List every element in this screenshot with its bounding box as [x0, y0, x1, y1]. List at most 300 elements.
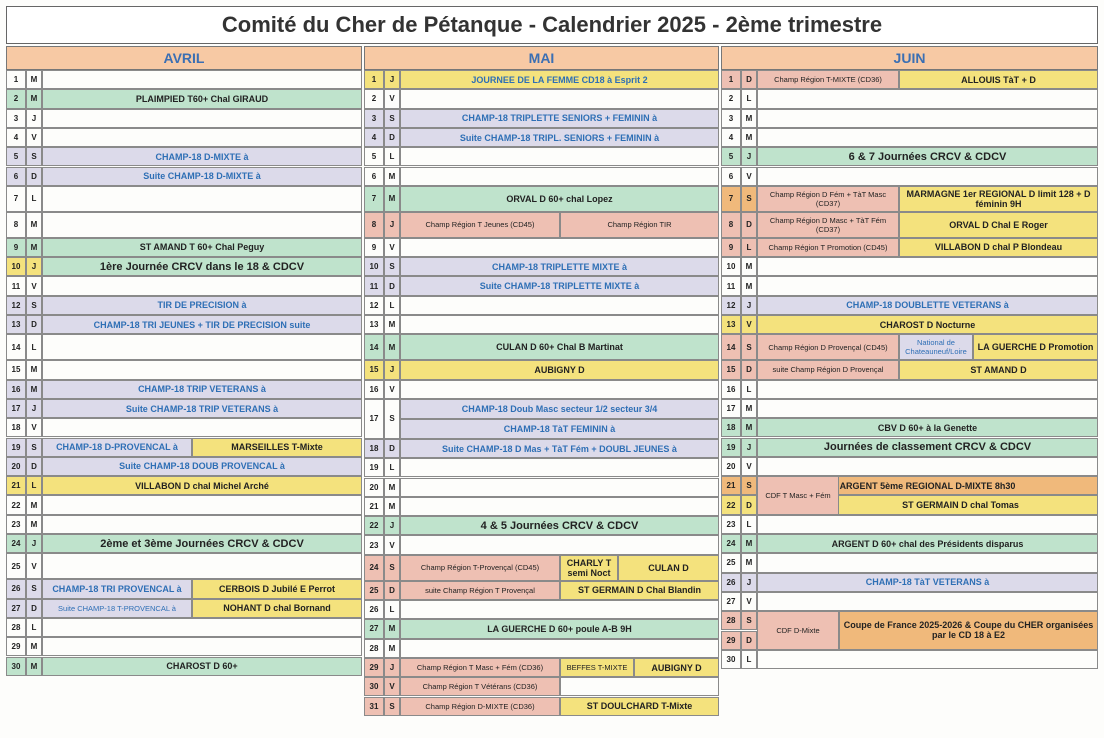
- day-of-week: M: [26, 89, 42, 108]
- event-cell: [42, 618, 362, 637]
- day-number: 23: [364, 535, 384, 554]
- day-of-week: V: [384, 238, 400, 257]
- day-number: 26: [364, 600, 384, 619]
- day-row: [721, 592, 1098, 611]
- day-number: 17: [721, 399, 741, 418]
- day-row: [6, 418, 362, 437]
- day-row: [364, 360, 719, 379]
- event-cell: Champ Région D Provençal (CD45): [757, 334, 899, 360]
- day-row: [721, 573, 1098, 592]
- event-cell: [757, 167, 1098, 186]
- event-cell: National de Chateauneuf/Loire: [899, 334, 973, 360]
- event-cell: CHAMP-18 TRIPLETTE SENIORS + FEMININ à: [400, 109, 719, 128]
- event-cell: [400, 600, 719, 619]
- day-number: 10: [364, 257, 384, 276]
- day-number: 27: [6, 599, 26, 618]
- event-cell: Journées de classement CRCV & CDCV: [757, 438, 1098, 457]
- day-number: 7: [721, 186, 741, 212]
- day-number: 19: [6, 438, 26, 457]
- day-row: [721, 360, 1098, 379]
- day-row: [364, 619, 719, 638]
- day-number: 11: [6, 276, 26, 295]
- event-cell: Suite CHAMP-18 T-PROVENCAL à: [42, 599, 192, 618]
- event-cell: ST AMAND T 60+ Chal Peguy: [42, 238, 362, 257]
- day-row: [6, 70, 362, 89]
- day-of-week: L: [26, 618, 42, 637]
- day-row: [721, 186, 1098, 212]
- day-of-week: M: [384, 619, 400, 638]
- day-of-week: V: [741, 167, 757, 186]
- day-number: 27: [721, 592, 741, 611]
- day-number: 16: [721, 380, 741, 399]
- day-of-week: L: [384, 458, 400, 477]
- day-row: [721, 315, 1098, 334]
- event-cell: [757, 257, 1098, 276]
- day-of-week: M: [384, 167, 400, 186]
- day-row: [364, 439, 719, 458]
- event-cell: [757, 592, 1098, 611]
- day-row: [6, 457, 362, 476]
- event-cell: CHAMP-18 D-MIXTE à: [42, 147, 362, 166]
- day-row: [364, 212, 719, 238]
- day-row: [364, 89, 719, 108]
- day-row: [6, 553, 362, 579]
- day-of-week: J: [384, 70, 400, 89]
- day-of-week: V: [384, 677, 400, 696]
- day-row: [6, 167, 362, 186]
- event-cell: CERBOIS D Jubilé E Perrot: [192, 579, 362, 598]
- event-cell: [560, 677, 719, 696]
- day-row: [6, 109, 362, 128]
- day-number: 3: [721, 109, 741, 128]
- day-of-week: L: [26, 334, 42, 360]
- day-of-week: S: [384, 697, 400, 716]
- day-row: [364, 70, 719, 89]
- day-of-week: M: [384, 497, 400, 516]
- day-row: [6, 334, 362, 360]
- day-number: 1: [6, 70, 26, 89]
- day-number: 21: [6, 476, 26, 495]
- day-row: [364, 257, 719, 276]
- event-cell: LA GUERCHE D Promotion: [973, 334, 1098, 360]
- day-of-week: D: [26, 457, 42, 476]
- event-cell: CHAROST D 60+: [42, 657, 362, 676]
- day-number: 8: [364, 212, 384, 238]
- day-number: 30: [6, 657, 26, 676]
- merged-event-cell: CDF D-Mixte: [757, 611, 839, 650]
- day-row: [6, 296, 362, 315]
- day-number: 17: [6, 399, 26, 418]
- event-cell: [757, 457, 1098, 476]
- day-number: 25: [721, 553, 741, 572]
- day-of-week: D: [26, 167, 42, 186]
- day-of-week: V: [741, 457, 757, 476]
- day-number: 28: [721, 611, 741, 630]
- day-of-week: S: [741, 186, 757, 212]
- day-number: 24: [6, 534, 26, 553]
- day-number: 9: [364, 238, 384, 257]
- day-number: 11: [721, 276, 741, 295]
- event-cell: [42, 334, 362, 360]
- day-number: 14: [721, 334, 741, 360]
- day-row: [364, 658, 719, 677]
- day-row: [6, 315, 362, 334]
- day-row: [364, 516, 719, 535]
- day-number: 23: [6, 515, 26, 534]
- day-row: [364, 380, 719, 399]
- day-row: [721, 534, 1098, 553]
- day-row: [721, 212, 1098, 238]
- day-number: 19: [721, 438, 741, 457]
- page-title: Comité du Cher de Pétanque - Calendrier 2025 - 2ème trimestre: [6, 6, 1098, 44]
- day-row: [364, 334, 719, 360]
- event-cell: [42, 128, 362, 147]
- day-of-week: M: [26, 380, 42, 399]
- event-cell: [42, 276, 362, 295]
- day-number: 30: [364, 677, 384, 696]
- event-cell: ST GERMAIN D chal Tomas: [823, 495, 1098, 514]
- day-number: 7: [6, 186, 26, 212]
- event-cell: ST DOULCHARD T-Mixte: [560, 697, 719, 716]
- day-number: 16: [364, 380, 384, 399]
- day-row: [364, 478, 719, 497]
- day-row: [364, 276, 719, 295]
- day-number: 12: [721, 296, 741, 315]
- day-of-week: M: [384, 639, 400, 658]
- day-of-week: S: [384, 257, 400, 276]
- event-cell: 6 & 7 Journées CRCV & CDCV: [757, 147, 1098, 166]
- day-number: 18: [6, 418, 26, 437]
- day-of-week: M: [26, 495, 42, 514]
- day-number: 2: [721, 89, 741, 108]
- event-cell: [42, 637, 362, 656]
- day-row: [364, 238, 719, 257]
- event-cell: ORVAL D 60+ chal Lopez: [400, 186, 719, 212]
- event-cell: ST AMAND D: [899, 360, 1098, 379]
- day-number: 23: [721, 515, 741, 534]
- event-cell: ST GERMAIN D Chal Blandin: [560, 581, 719, 600]
- day-row: [364, 677, 719, 696]
- day-of-week: M: [741, 553, 757, 572]
- day-of-week: J: [741, 438, 757, 457]
- day-number: 28: [364, 639, 384, 658]
- day-row: [6, 618, 362, 637]
- day-of-week: M: [26, 637, 42, 656]
- day-row: [364, 697, 719, 716]
- day-number: 13: [721, 315, 741, 334]
- day-of-week: S: [741, 476, 757, 495]
- day-of-week: M: [384, 334, 400, 360]
- event-cell: TIR DE PRECISION à: [42, 296, 362, 315]
- day-row: [364, 167, 719, 186]
- day-number: 5: [6, 147, 26, 166]
- day-row: [364, 555, 719, 581]
- day-number: 20: [6, 457, 26, 476]
- day-number: 2: [364, 89, 384, 108]
- day-of-week: L: [741, 380, 757, 399]
- day-of-week: S: [384, 109, 400, 128]
- day-number: 29: [721, 631, 741, 650]
- day-of-week: V: [741, 592, 757, 611]
- day-number: 11: [364, 276, 384, 295]
- day-of-week: J: [741, 573, 757, 592]
- day-number: 4: [364, 128, 384, 147]
- day-row: [364, 315, 719, 334]
- day-number: 24: [364, 555, 384, 581]
- day-number: 24: [721, 534, 741, 553]
- day-of-week: V: [384, 380, 400, 399]
- event-cell: Champ Région T Promotion (CD45): [757, 238, 899, 257]
- day-of-week: J: [26, 534, 42, 553]
- event-cell: suite Champ Région D Provençal: [757, 360, 899, 379]
- day-row: [6, 637, 362, 656]
- event-cell: Suite CHAMP-18 D Mas + TàT Fém + DOUBL JEUNES à: [400, 439, 719, 458]
- day-number: 29: [6, 637, 26, 656]
- day-row: [721, 650, 1098, 669]
- day-number: 8: [6, 212, 26, 238]
- event-cell: [42, 212, 362, 238]
- day-number: 6: [6, 167, 26, 186]
- day-of-week: M: [741, 276, 757, 295]
- day-number: 13: [6, 315, 26, 334]
- day-row: [721, 276, 1098, 295]
- day-number: 5: [721, 147, 741, 166]
- day-of-week: V: [384, 535, 400, 554]
- event-cell: [400, 238, 719, 257]
- day-row: [721, 334, 1098, 360]
- day-of-week: J: [26, 399, 42, 418]
- day-row: [364, 535, 719, 554]
- day-row: [6, 657, 362, 676]
- day-of-week: D: [384, 128, 400, 147]
- event-cell: [42, 360, 362, 379]
- event-cell: [757, 276, 1098, 295]
- event-cell: CHAMP-18 Doub Masc secteur 1/2 secteur 3/4: [400, 399, 719, 419]
- event-cell: [42, 495, 362, 514]
- day-number: 8: [721, 212, 741, 238]
- day-number: 22: [364, 516, 384, 535]
- event-cell: [42, 418, 362, 437]
- day-number: 3: [364, 109, 384, 128]
- day-of-week: S: [384, 555, 400, 581]
- event-cell: CULAN D: [618, 555, 719, 581]
- day-row: [6, 579, 362, 598]
- day-row: [6, 438, 362, 457]
- day-of-week: M: [26, 657, 42, 676]
- day-of-week: D: [26, 315, 42, 334]
- day-row: [364, 600, 719, 619]
- day-row: [364, 186, 719, 212]
- day-number: 10: [6, 257, 26, 276]
- day-row: [6, 257, 362, 276]
- event-cell: VILLABON D chal P Blondeau: [899, 238, 1098, 257]
- day-number: 16: [6, 380, 26, 399]
- day-of-week: L: [384, 296, 400, 315]
- event-cell: Suite CHAMP-18 TRIP VETERANS à: [42, 399, 362, 418]
- event-cell: [42, 70, 362, 89]
- day-of-week: J: [741, 147, 757, 166]
- day-of-week: L: [26, 186, 42, 212]
- event-cell: CHAMP-18 TRI PROVENCAL à: [42, 579, 192, 598]
- event-cell: AUBIGNY D: [634, 658, 719, 677]
- month-header: AVRIL: [6, 46, 362, 70]
- day-row: [364, 109, 719, 128]
- event-cell: [757, 89, 1098, 108]
- event-cell: CULAN D 60+ Chal B Martinat: [400, 334, 719, 360]
- event-cell: Suite CHAMP-18 TRIPLETTE MIXTE à: [400, 276, 719, 295]
- event-cell: CBV D 60+ à la Genette: [757, 418, 1098, 437]
- day-row: [6, 380, 362, 399]
- day-row: [6, 399, 362, 418]
- day-of-week: M: [26, 212, 42, 238]
- day-of-week: D: [741, 70, 757, 89]
- day-of-week: M: [741, 399, 757, 418]
- day-row: [6, 476, 362, 495]
- day-number: 4: [6, 128, 26, 147]
- day-of-week: L: [741, 515, 757, 534]
- day-of-week: M: [741, 257, 757, 276]
- day-number: 26: [721, 573, 741, 592]
- day-of-week: M: [26, 238, 42, 257]
- day-row: [721, 89, 1098, 108]
- day-row: [6, 495, 362, 514]
- event-cell: Champ Région T Jeunes (CD45): [400, 212, 560, 238]
- day-of-week: L: [741, 238, 757, 257]
- day-of-week: J: [384, 360, 400, 379]
- event-cell: CHAMP-18 TRIPLETTE MIXTE à: [400, 257, 719, 276]
- day-row: [721, 70, 1098, 89]
- day-row: [364, 458, 719, 477]
- day-number: 28: [6, 618, 26, 637]
- day-row: [721, 457, 1098, 476]
- day-row: [364, 399, 719, 439]
- day-number: 26: [6, 579, 26, 598]
- event-cell: VILLABON D chal Michel Arché: [42, 476, 362, 495]
- day-of-week: S: [26, 147, 42, 166]
- day-row: [721, 238, 1098, 257]
- day-of-week: V: [741, 315, 757, 334]
- event-cell: 1ère Journée CRCV dans le 18 & CDCV: [42, 257, 362, 276]
- event-cell: CHAROST D Nocturne: [757, 315, 1098, 334]
- day-number: 12: [364, 296, 384, 315]
- day-of-week: S: [26, 296, 42, 315]
- event-cell: Champ Région T Masc + Fém (CD36): [400, 658, 560, 677]
- event-cell: [400, 167, 719, 186]
- day-row: [364, 128, 719, 147]
- day-of-week: M: [384, 478, 400, 497]
- day-of-week: S: [741, 611, 757, 630]
- event-cell: JOURNEE DE LA FEMME CD18 à Esprit 2: [400, 70, 719, 89]
- event-cell: [42, 553, 362, 579]
- event-cell: [757, 128, 1098, 147]
- day-row: [6, 212, 362, 238]
- day-number: 14: [364, 334, 384, 360]
- event-cell: ARGENT 5ème REGIONAL D-MIXTE 8h30: [757, 476, 1098, 495]
- event-cell: [42, 109, 362, 128]
- event-cell: 2ème et 3ème Journées CRCV & CDCV: [42, 534, 362, 553]
- day-of-week: D: [384, 276, 400, 295]
- day-of-week: M: [26, 515, 42, 534]
- event-cell: Champ Région T-Provençal (CD45): [400, 555, 560, 581]
- day-number: 21: [721, 476, 741, 495]
- day-of-week: V: [384, 89, 400, 108]
- event-cell: [400, 535, 719, 554]
- day-row: [721, 515, 1098, 534]
- merged-event-cell: Coupe de France 2025-2026 & Coupe du CHER organisées par le CD 18 à E2: [839, 611, 1098, 650]
- day-row: [6, 147, 362, 166]
- event-cell: CHAMP-18 D-PROVENCAL à: [42, 438, 192, 457]
- event-cell: [400, 639, 719, 658]
- day-of-week: D: [741, 495, 757, 514]
- event-cell: Champ Région T-MIXTE (CD36): [757, 70, 899, 89]
- event-cell: [400, 89, 719, 108]
- day-number: 1: [364, 70, 384, 89]
- day-number: 12: [6, 296, 26, 315]
- event-cell: [42, 186, 362, 212]
- day-row: [721, 380, 1098, 399]
- day-number: 25: [364, 581, 384, 600]
- day-of-week: S: [26, 579, 42, 598]
- day-number: 31: [364, 697, 384, 716]
- day-number: 15: [6, 360, 26, 379]
- event-cell: [757, 109, 1098, 128]
- event-cell: 4 & 5 Journées CRCV & CDCV: [400, 516, 719, 535]
- day-row: [6, 128, 362, 147]
- event-cell: AUBIGNY D: [400, 360, 719, 379]
- day-row: [364, 147, 719, 166]
- event-cell: Suite CHAMP-18 DOUB PROVENCAL à: [42, 457, 362, 476]
- day-number: 19: [364, 458, 384, 477]
- day-of-week: J: [384, 658, 400, 677]
- event-cell: Champ Région D Fém + TàT Masc (CD37): [757, 186, 899, 212]
- day-number: 18: [364, 439, 384, 458]
- day-of-week: J: [384, 212, 400, 238]
- event-cell: suite Champ Région T Provençal: [400, 581, 560, 600]
- day-number: 15: [721, 360, 741, 379]
- day-of-week: J: [741, 296, 757, 315]
- event-cell: Champ Région D Masc + TàT Fém (CD37): [757, 212, 899, 238]
- day-row: [6, 534, 362, 553]
- event-cell: LA GUERCHE D 60+ poule A-B 9H: [400, 619, 719, 638]
- day-of-week: D: [741, 631, 757, 650]
- day-number: 4: [721, 128, 741, 147]
- day-number: 13: [364, 315, 384, 334]
- day-row: [6, 360, 362, 379]
- day-row: [721, 257, 1098, 276]
- day-number: 20: [721, 457, 741, 476]
- day-of-week: L: [26, 476, 42, 495]
- day-row: [6, 276, 362, 295]
- day-of-week: L: [384, 147, 400, 166]
- day-of-week: J: [26, 109, 42, 128]
- event-cell: Champ Région T Vétérans (CD36): [400, 677, 560, 696]
- day-of-week: V: [26, 418, 42, 437]
- event-cell: [757, 553, 1098, 572]
- day-of-week: D: [26, 599, 42, 618]
- day-number: 20: [364, 478, 384, 497]
- event-cell: [42, 515, 362, 534]
- day-of-week: M: [741, 109, 757, 128]
- event-cell: MARSEILLES T-Mixte: [192, 438, 362, 457]
- event-cell: [400, 315, 719, 334]
- event-cell: [757, 515, 1098, 534]
- day-number: 29: [364, 658, 384, 677]
- day-number: 7: [364, 186, 384, 212]
- day-row: [721, 167, 1098, 186]
- day-number: 15: [364, 360, 384, 379]
- day-number: 18: [721, 418, 741, 437]
- event-cell: [757, 650, 1098, 669]
